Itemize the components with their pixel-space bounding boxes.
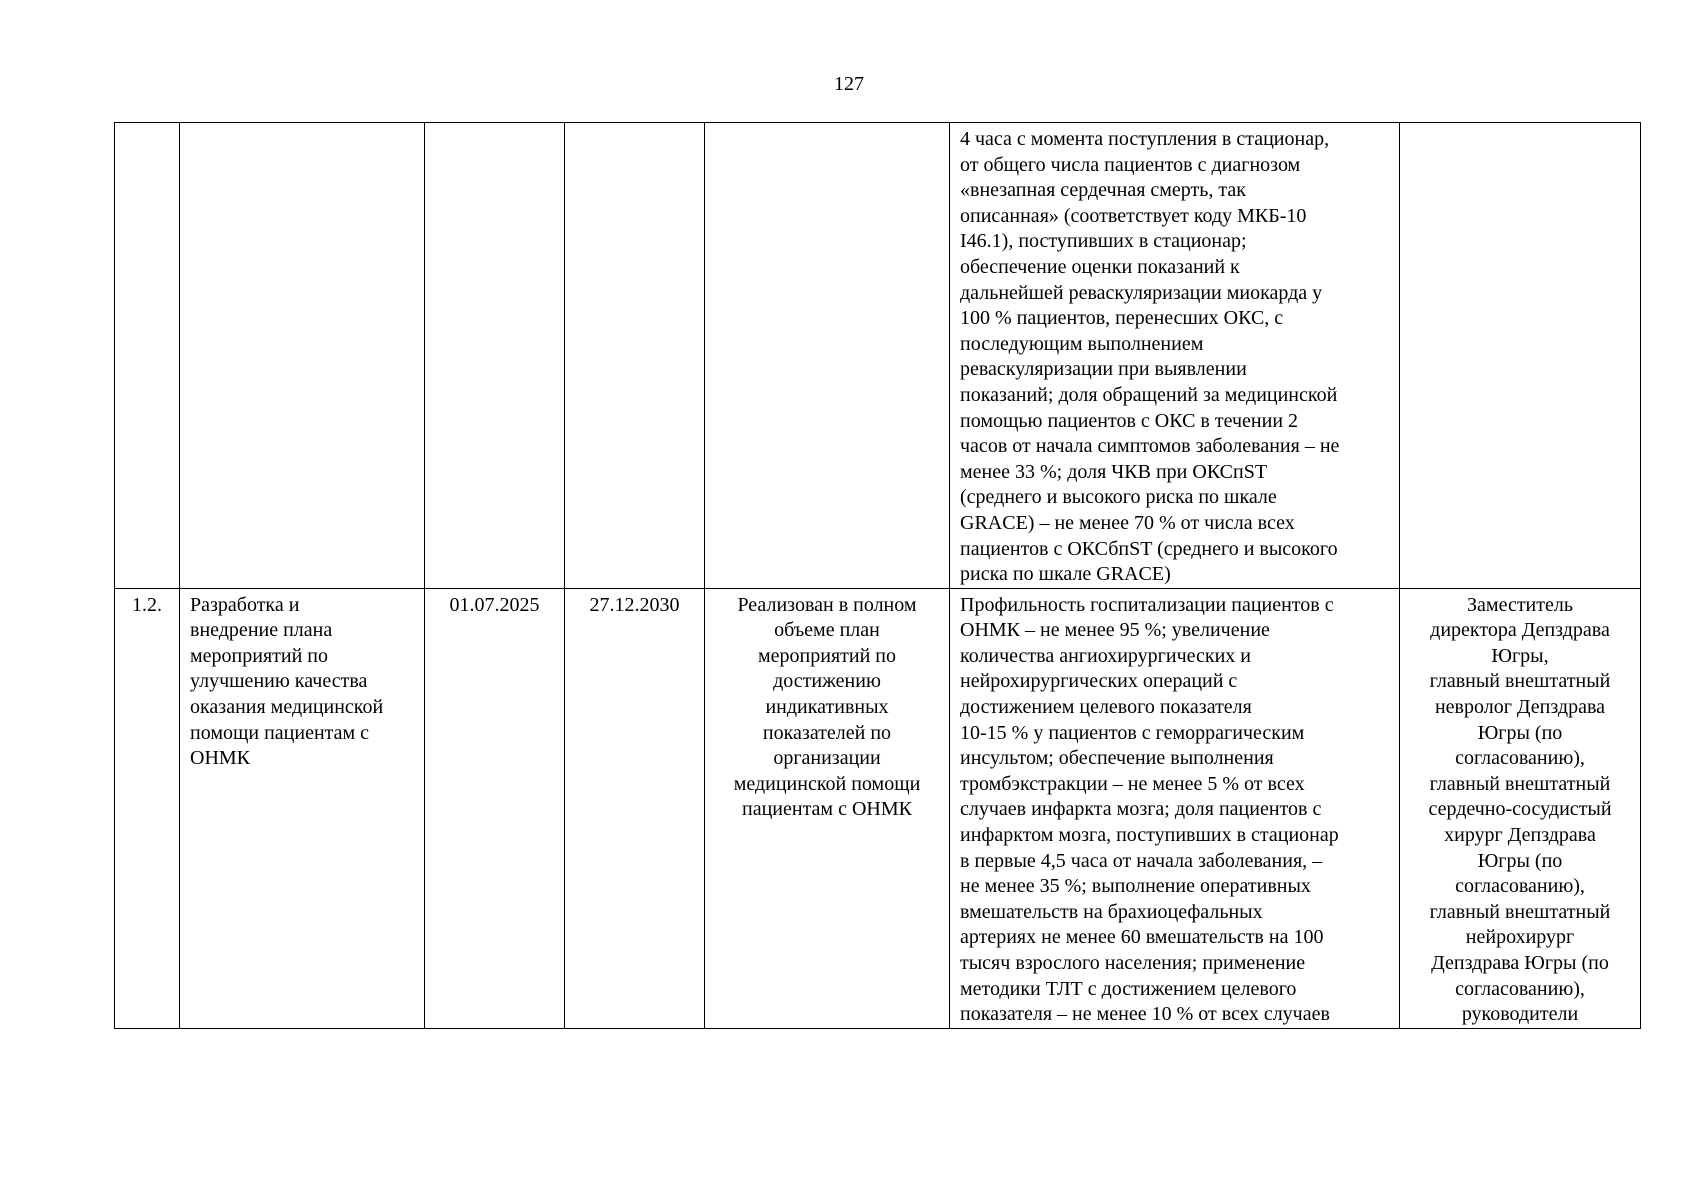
responsible-cell (1400, 123, 1641, 589)
table-row (115, 123, 1641, 589)
expected-result-cell (705, 123, 950, 589)
page-number: 127 (834, 73, 864, 95)
indicators-cell: 4 часа с момента поступления в стационар, от общего числа пациентов с диагнозом «внезапная сердечная смерть, так описанная» (соответствует коду МКБ-10 I46.1), поступивших в стационар; обеспечение оценки показаний к дальнейшей реваскуляризации миокарда у 100 % пациентов, перенесших ОКС, с последующим выполнением реваскуляризации при выявлении показаний; доля обращений за медицинской помощью пациентов с ОКС в течении 2 часов от начала симптомов заболевания – не менее 33 %; доля ЧКВ при ОКСпST (среднего и высокого риска по шкале GRACE) – не менее 70 % от числа всех пациентов с ОКСбпST (среднего и высокого риска по шкале GRACE) (950, 123, 1400, 589)
end-date-cell: 27.12.2030 (565, 588, 705, 1028)
measures-table (114, 122, 1641, 1029)
start-date-cell (425, 123, 565, 589)
expected-result-cell: Реализован в полном объеме план мероприятий по достижению индикативных показателей по организации медицинской помощи пациентам с ОНМК (705, 588, 950, 1028)
indicators-cell: Профильность госпитализации пациентов с ОНМК – не менее 95 %; увеличение количества ангиохирургических и нейрохирургических операций с достижением целевого показателя 10-15 % у пациентов с геморрагическим инсультом; обеспечение выполнения тромбэкстракции – не менее 5 % от всех случаев инфаркта мозга; доля пациентов с инфарктом мозга, поступивших в стационар в первые 4,5 часа от начала заболевания, – не менее 35 %; выполнение оперативных вмешательств на брахиоцефальных артериях не менее 60 вмешательств на 100 тысяч взрослого населения; применение методики ТЛТ с достижением целевого показателя – не менее 10 % от всех случаев (950, 588, 1400, 1028)
table-row (115, 588, 1641, 1028)
responsible-cell: Заместитель директора Депздрава Югры, главный внештатный невролог Депздрава Югры (по согласованию), главный внештатный сердечно-сосудистый хирург Депздрава Югры (по согласованию), главный внештатный нейрохирург Депздрава Югры (по согласованию), руководители (1400, 588, 1641, 1028)
row-number-cell (115, 123, 180, 589)
measure-name-cell (180, 123, 425, 589)
end-date-cell (565, 123, 705, 589)
measure-name-cell: Разработка и внедрение плана мероприятий по улучшению качества оказания медицинской помощи пациентам с ОНМК (180, 588, 425, 1028)
start-date-cell: 01.07.2025 (425, 588, 565, 1028)
row-number-cell: 1.2. (115, 588, 180, 1028)
